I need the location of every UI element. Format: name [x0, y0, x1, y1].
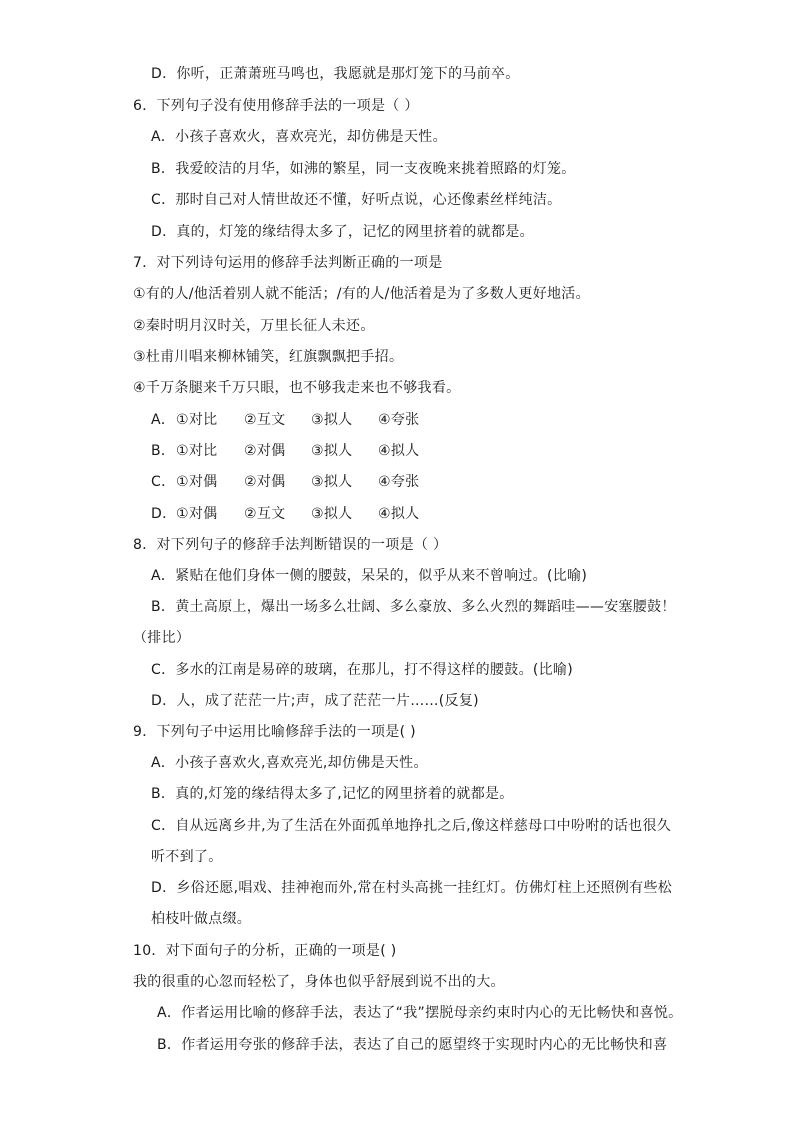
option-item: ②互文: [244, 412, 286, 428]
q6-option-c: C．那时自己对人情世故还不懂，好听点说，心还像素丝样纯洁。: [151, 192, 562, 208]
q10-option-b: B．作者运用夸张的修辞手法，表达了自己的愿望终于实现时内心的无比畅快和喜: [157, 1037, 668, 1053]
option-item: ③拟人: [311, 443, 353, 459]
q7-option-d: [151, 504, 419, 524]
option-item: ④拟人: [378, 506, 420, 522]
option-item: ②对偶: [244, 474, 286, 490]
q7-verse-4: ④千万条腿来千万只眼，也不够我走来也不够我看。: [133, 380, 461, 396]
q9-option-c-cont: 听不到了。: [151, 849, 223, 865]
q10-option-a: A．作者运用比喻的修辞手法，表达了“我”摆脱母亲约束时内心的无比畅快和喜悦。: [157, 1005, 683, 1021]
q7-verse-3: ③杜甫川唱来柳林铺笑，红旗飘飘把手招。: [133, 349, 404, 365]
q7-verse-1: ①有的人/他活着别人就不能活；/有的人/他活着是为了多数人更好地活。: [133, 286, 590, 302]
option-letter: B．: [151, 443, 176, 459]
q9-option-d-cont: 柏枝叶做点缀。: [151, 911, 252, 927]
q9-option-d: D．乡俗还愿,唱戏、挂神袍而外,常在村头高挑一挂红灯。仿佛灯柱上还照例有些松: [151, 880, 673, 896]
option-item: ①对偶: [176, 506, 218, 522]
option-item: ①对偶: [176, 474, 218, 490]
q7-option-a: [151, 410, 419, 430]
q10-stem: 10．对下面句子的分析，正确的一项是( ): [133, 943, 397, 959]
option-letter: D．: [151, 506, 177, 522]
q7-stem: 7．对下列诗句运用的修辞手法判断正确的一项是: [133, 255, 443, 271]
option-item: ③拟人: [311, 474, 353, 490]
q8-stem: 8．对下列句子的修辞手法判断错误的一项是（ ）: [133, 537, 448, 553]
option-letter: C．: [151, 474, 176, 490]
q7-option-b: [151, 441, 419, 461]
q6-option-b: B．我爱皎洁的月华，如沸的繁星，同一支夜晚来挑着照路的灯笼。: [151, 161, 576, 177]
q10-passage: 我的很重的心忽而轻松了，身体也似乎舒展到说不出的大。: [133, 974, 505, 990]
q8-option-d: D．人，成了茫茫一片;声，成了茫茫一片……(反复): [151, 693, 479, 709]
option-item: ③拟人: [311, 412, 353, 428]
q6-option-d: D．真的，灯笼的缘结得太多了，记忆的网里挤着的就都是。: [151, 224, 534, 240]
q9-option-a: A．小孩子喜欢火,喜欢亮光,却仿佛是天性。: [151, 755, 428, 771]
q8-option-c: C．多水的江南是易碎的玻璃，在那儿，打不得这样的腰鼓。(比喻): [151, 662, 573, 678]
q6-stem: 6．下列句子没有使用修辞手法的一项是（ ）: [133, 98, 419, 114]
q9-option-c: C．自从远离乡井,为了生活在外面孤单地挣扎之后,像这样慈母口中吩咐的话也很久: [151, 818, 672, 834]
option-item: ③拟人: [311, 506, 353, 522]
q9-stem: 9．下列句子中运用比喻修辞手法的一项是( ): [133, 724, 416, 740]
option-item: ④夸张: [378, 412, 420, 428]
q8-option-b-cont: （排比）: [133, 630, 191, 646]
option-item: ①对比: [176, 443, 218, 459]
q9-option-b: B．真的,灯笼的缘结得太多了,记忆的网里挤着的就都是。: [151, 786, 514, 802]
option-item: ④拟人: [378, 443, 420, 459]
option-item: ②互文: [244, 506, 286, 522]
q8-option-a: A．紧贴在他们身体一侧的腰鼓，呆呆的，似乎从来不曾响过。(比喻): [151, 568, 588, 584]
option-item: ①对比: [176, 412, 218, 428]
q5-option-d: D．你听，正萧萧班马鸣也，我愿就是那灯笼下的马前卒。: [151, 66, 520, 82]
option-item: ④夸张: [378, 474, 420, 490]
option-letter: A．: [151, 412, 176, 428]
option-item: ②对偶: [244, 443, 286, 459]
q7-option-c: [151, 472, 419, 492]
q7-verse-2: ②秦时明月汉时关，万里长征人未还。: [133, 318, 375, 334]
q6-option-a: A．小孩子喜欢火，喜欢亮光，却仿佛是天性。: [151, 129, 447, 145]
q8-option-b: B．黄土高原上，爆出一场多么壮阔、多么豪放、多么火烈的舞蹈哇——安塞腰鼓！: [151, 599, 676, 615]
